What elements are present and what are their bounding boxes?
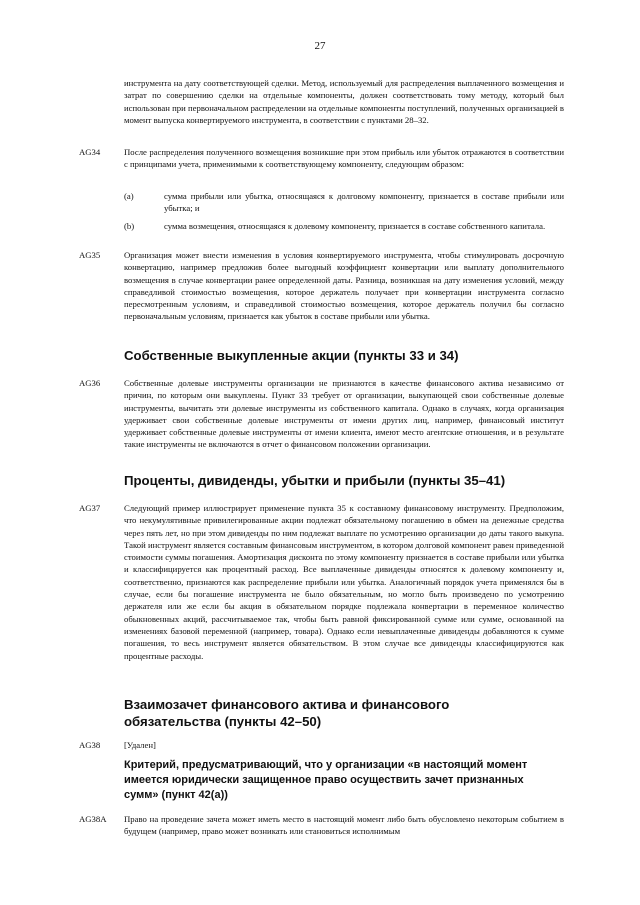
paragraph-label-ag38: AG38 — [79, 740, 101, 750]
section-heading-offsetting-line2: обязательства (пункты 42–50) — [124, 714, 322, 729]
subheading-criterion-line1: Критерий, предусматривающий, что у организации «в настоящий момент — [124, 759, 528, 771]
paragraph-label-ag34: AG34 — [79, 147, 101, 157]
paragraph-label-ag35: AG35 — [79, 250, 101, 260]
intro-paragraph-block — [124, 77, 564, 126]
paragraph-ag38-text: [Удален] — [124, 740, 156, 750]
paragraph-label-ag37: AG37 — [79, 503, 101, 513]
list-item-b-block — [164, 220, 564, 232]
paragraph-ag34-text: После распределения полученного возмещения возникшие при этом прибыль или убыток отражаются в соответствии с принципами учета, применимыми к соответствующему компоненту, следующим образом: — [124, 147, 564, 170]
list-item-label-b: (b) — [124, 221, 135, 231]
paragraph-ag36-text: Собственные долевые инструменты организации не признаются в качестве финансового актива независимо от причин, по которым они выкуплены. Пункт 33 требует от организации, выкупающей свои собственные долевые инструменты, вычитать эти долевые инструменты из собственного капитала. Однако в случаях, когда организация удерживает свои собственные долевые инструменты от имени других лиц, например, финансовый институт удерживает собственные долевые инструменты от имени клиента, имеют место агентские отношения, и в результате такие инструменты не включаются в отчет о финансовом положении организации. — [124, 378, 564, 450]
paragraph-ag35-text: Организация может внести изменения в условия конвертируемого инструмента, чтобы стимулировать досрочную конвертацию, например предложив более выгодный коэффициент конвертации или выплату дополнительного возмещения в случае конвертации ранее определенной даты. Разница, возникшая на дату изменения условий, между справедливой стоимостью возмещения, которое держатель получает при конвертации инструмента согласно пересмотренным условиям, и справедливой стоимостью возмещения, которое держатель получил бы согласно первоначальным условиям, признается как убыток в составе прибыли или убытка. — [124, 250, 564, 322]
paragraph-ag37-block — [124, 502, 564, 662]
list-item-a-block — [164, 190, 564, 215]
paragraph-label-ag38a: AG38A — [79, 814, 107, 824]
list-item-b-text: сумма возмещения, относящаяся к долевому компоненту, признается в составе собственного капитала. — [164, 221, 546, 231]
section-heading-treasury-shares: Собственные выкупленные акции (пункты 33 и 34) — [124, 348, 459, 363]
intro-paragraph: инструмента на дату соответствующей сделки. Метод, используемый для распределения выплаченного возмещения и затрат по совершению сделки на отдельные компоненты, должен соответствовать тому методу, который был использован при первоначальном распределении на отдельные компоненты поступлений, полученных организацией в момент выпуска конвертируемого инструмента, в соответствии с пунктами 28–32. — [124, 78, 564, 125]
paragraph-ag37-text: Следующий пример иллюстрирует применение пункта 35 к составному финансовому инструменту. Предположим, что некумулятивные привилегированные акции подлежат обязательному погашению в обмен на денежные средства через пять лет, но при этом дивиденды по ним подлежат выплате по усмотрению организации до даты такого выкупа. Такой инструмент является составным финансовым инструментом, в котором долговой компонент равен приведенной стоимости суммы погашения. Амортизация дисконта по этому компоненту признается в составе прибыли или убытка и классифицируется как процентный расход. Все выплаченные дивиденды относятся к долевому компоненту и, соответственно, признаются как распределение прибыли или убытка. Аналогичный порядок учета применялся бы в случае, если бы погашение инструмента не было обязательным, но могло быть произведено по усмотрению держателя или же если бы акция в обязательном порядке подлежала конвертации в переменное количество обыкновенных акций, рассчитываемое так, чтобы быть равной фиксированной сумме или сумме, основанной на изменениях базовой переменной (например, товара). Однако если невыплаченные дивиденды добавляются к сумме погашения, то весь инструмент является обязательством. В этом случае все дивиденды классифицируются как процентные расходы. — [124, 503, 564, 661]
page-number: 27 — [314, 40, 326, 52]
paragraph-ag38-block — [124, 739, 564, 751]
paragraph-label-ag36: AG36 — [79, 378, 101, 388]
paragraph-ag38a-text: Право на проведение зачета может иметь место в настоящий момент либо быть обусловлено некоторым событием в будущем (например, право может возникать или становиться исполнимым — [124, 814, 564, 837]
subheading-criterion-line3: сумм» (пункт 42(a)) — [124, 789, 228, 801]
list-item-label-a: (a) — [124, 191, 134, 201]
paragraph-ag36-block — [124, 377, 564, 451]
subheading-criterion-line2: имеется юридически защищенное право осуществить зачет признанных — [124, 774, 524, 786]
section-heading-offsetting-line1: Взаимозачет финансового актива и финансового — [124, 697, 450, 712]
section-heading-interest-dividends: Проценты, дивиденды, убытки и прибыли (пункты 35–41) — [124, 473, 506, 488]
paragraph-ag35-block — [124, 249, 564, 323]
paragraph-ag38a-block — [124, 813, 564, 838]
list-item-a-text: сумма прибыли или убытка, относящаяся к долговому компоненту, признается в составе прибыли или убытка; и — [164, 191, 564, 214]
paragraph-ag34-block — [124, 146, 564, 171]
